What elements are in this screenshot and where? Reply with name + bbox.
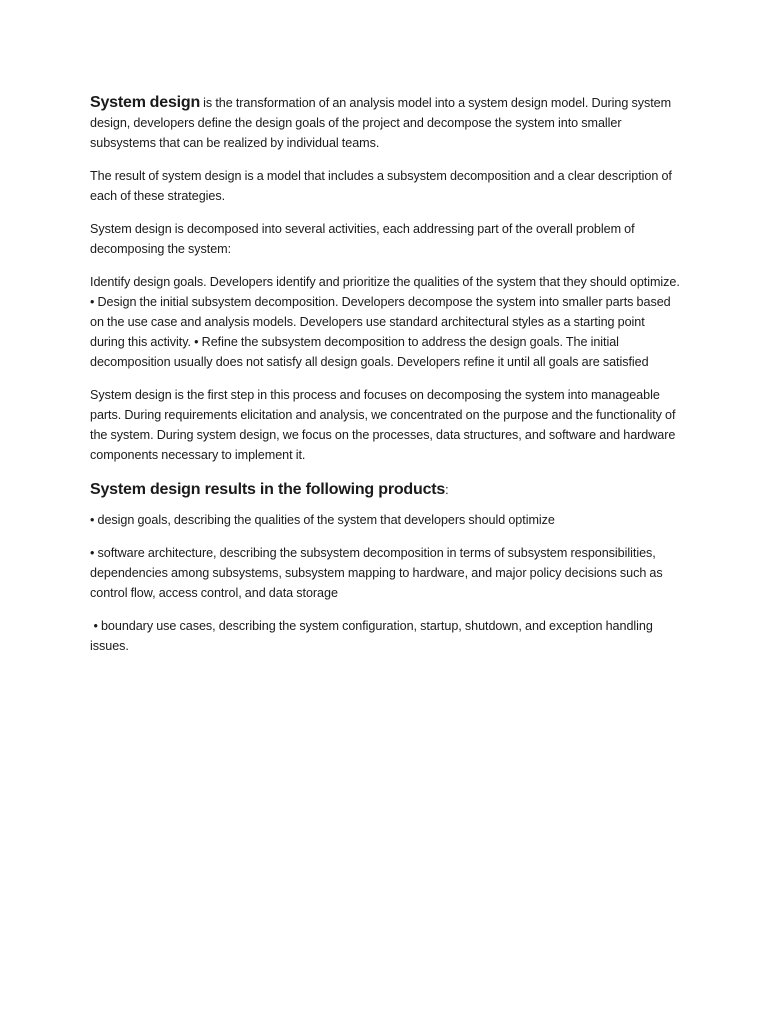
product-item-design-goals: • design goals, describing the qualities of the system that developers should optimize <box>90 513 555 527</box>
paragraph-design-goals: Identify design goals. Developers identify and prioritize the qualities of the system that they should optimize. • Design the initial subsystem decomposition. Developers decompose the system into smaller parts based on the use case and analysis models. Developers use standard architectural styles as a starting point during this activity. • Refine the subsystem decomposition to address the design goals. The initial decomposition usually does not satisfy all design goals. Developers refine it until all goals are satisfied <box>90 275 680 369</box>
products-heading-text: System design results in the following products <box>90 481 446 498</box>
product-item-boundary-use-cases <box>90 616 682 656</box>
intro-term: System design <box>90 94 201 111</box>
document-page <box>90 93 682 669</box>
intro-paragraph <box>90 93 682 153</box>
product-item-software-architecture: • software architecture, describing the subsystem decomposition in terms of subsystem responsibilities, dependencies among subsystems, subsystem mapping to hardware, and major policy decisions such as control flow, access control, and data storage <box>90 546 663 600</box>
paragraph-activities: System design is decomposed into several activities, each addressing part of the overall problem of decomposing the system: <box>90 222 635 256</box>
intro-text: is the transformation of an analysis model into a system design model. During system design, developers define the design goals of the project and decompose the system into smaller subsystems that can be realized by individual teams. <box>90 96 672 150</box>
products-heading-colon: : <box>445 483 449 497</box>
boundary-text: • boundary use cases, describing the system configuration, startup, shutdown, and exception handling issues. <box>90 619 653 653</box>
paragraph-first-step: System design is the first step in this process and focuses on decomposing the system into manageable parts. During requirements elicitation and analysis, we concentrated on the purpose and the functionality of the system. During system design, we focus on the processes, data structures, and software and hardware components necessary to implement it. <box>90 388 676 462</box>
products-heading <box>90 478 682 502</box>
paragraph-result: The result of system design is a model that includes a subsystem decomposition and a clear description of each of these strategies. <box>90 169 672 203</box>
